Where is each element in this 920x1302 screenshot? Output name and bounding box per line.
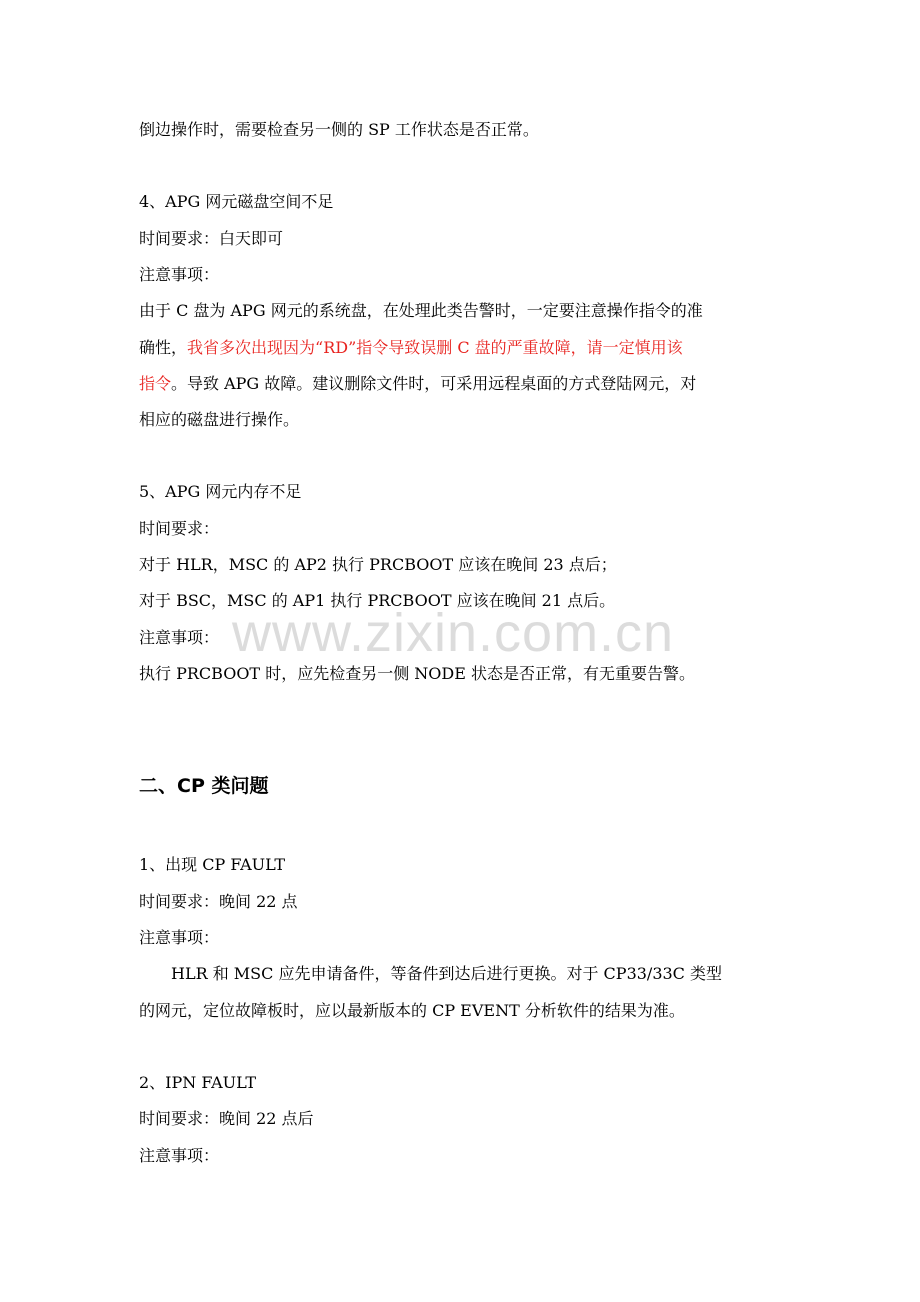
- paragraph-line: HLR 和 MSC 应先申请备件，等备件到达后进行更换。对于 CP33/33C 类型: [171, 964, 723, 983]
- chapter-heading-cp: 二、CP 类问题: [139, 775, 269, 797]
- paragraph-line: 对于 BSC，MSC 的 AP1 执行 PRCBOOT 应该在晚间 21 点后。: [139, 591, 616, 610]
- paragraph-line: 由于 C 盘为 APG 网元的系统盘，在处理此类告警时，一定要注意操作指令的准: [139, 301, 703, 320]
- warning-text: 指令: [139, 374, 172, 393]
- warning-text: 我省多次出现因为“RD”指令导致误删 C 盘的严重故障，请一定慎用该: [187, 338, 683, 357]
- section-title-apg-disk: 4、APG 网元磁盘空间不足: [139, 192, 334, 211]
- paragraph-line: [139, 336, 683, 360]
- watermark: www.zixin.com.cn: [232, 603, 675, 663]
- notes-label: 注意事项：: [139, 265, 220, 284]
- text-segment: 确性，: [139, 338, 188, 357]
- notes-label: 注意事项：: [139, 1146, 220, 1165]
- paragraph-line: [139, 372, 696, 396]
- notes-label: 注意事项：: [139, 928, 220, 947]
- paragraph-line: 对于 HLR，MSC 的 AP2 执行 PRCBOOT 应该在晚间 23 点后；: [139, 555, 617, 574]
- paragraph-line: 的网元，定位故障板时，应以最新版本的 CP EVENT 分析软件的结果为准。: [139, 1001, 685, 1020]
- paragraph-line: 倒边操作时，需要检查另一侧的 SP 工作状态是否正常。: [139, 120, 539, 139]
- time-requirement: 时间要求：: [139, 519, 220, 538]
- time-requirement: 时间要求：白天即可: [139, 229, 284, 248]
- section-title-ipn-fault: 2、IPN FAULT: [139, 1073, 257, 1092]
- paragraph-line: 执行 PRCBOOT 时，应先检查另一侧 NODE 状态是否正常，有无重要告警。: [139, 664, 695, 683]
- time-requirement: 时间要求：晚间 22 点: [139, 892, 298, 911]
- time-requirement: 时间要求：晚间 22 点后: [139, 1109, 314, 1128]
- text-segment: 。导致 APG 故障。建议删除文件时，可采用远程桌面的方式登陆网元，对: [171, 374, 697, 393]
- notes-label: 注意事项：: [139, 628, 220, 647]
- section-title-cp-fault: 1、出现 CP FAULT: [139, 855, 286, 874]
- paragraph-line: 相应的磁盘进行操作。: [139, 410, 300, 429]
- section-title-apg-memory: 5、APG 网元内存不足: [139, 482, 302, 501]
